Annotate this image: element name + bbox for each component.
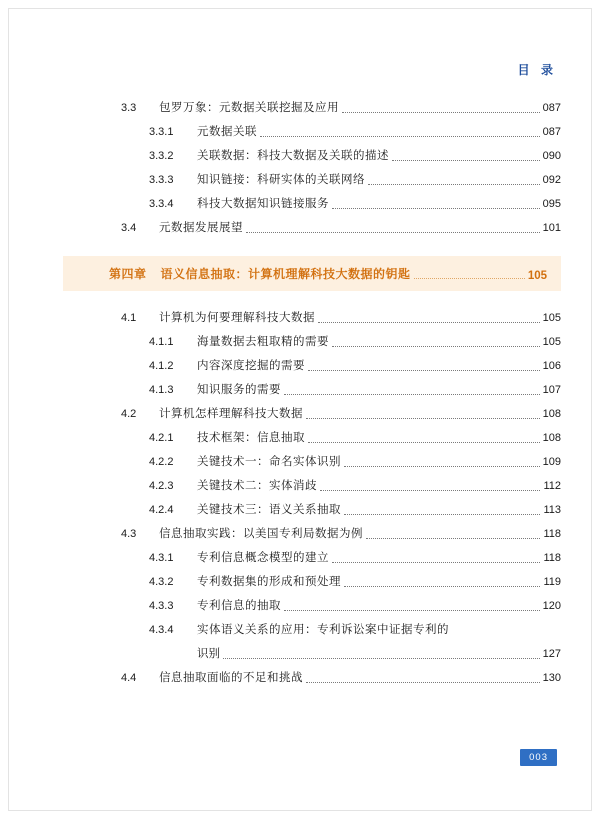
toc-leader-dots [306,409,540,419]
toc-entry-title: 关联数据：科技大数据及关联的描述 [197,150,389,162]
toc-entry[interactable] [39,551,561,566]
toc-entry-number: 3.3.3 [149,174,174,186]
toc-leader-dots [308,433,540,443]
toc-entry-title: 关键技术一：命名实体识别 [197,456,341,468]
toc-entry-number: 4.1.1 [149,336,174,348]
toc-entry-number: 4.3.1 [149,552,174,564]
toc-entry[interactable] [39,503,561,518]
toc-entry[interactable] [39,623,561,662]
toc-entry[interactable] [39,125,561,140]
toc-entry[interactable] [39,221,561,236]
toc-entry[interactable] [39,197,561,212]
toc-leader-dots [320,481,540,491]
toc-leader-dots [366,529,540,539]
toc-entry-title: 专利信息的抽取 [197,600,281,612]
page-number-badge: 003 [520,749,557,766]
toc-entry-number: 4.1.3 [149,384,174,396]
toc-entry[interactable] [39,173,561,188]
toc-entry-page: 127 [542,648,561,660]
toc-leader-dots [332,337,540,347]
toc-entry[interactable] [39,359,561,374]
page-header: 目 录 [517,63,557,77]
toc-entry-title: 专利数据集的形成和预处理 [197,576,341,588]
toc-leader-dots [318,313,540,323]
chapter-title: 语义信息抽取：计算机理解科技大数据的钥匙 [160,267,411,281]
toc-entry-title-continued: 识别 [197,648,220,660]
toc-entry-number: 3.3.2 [149,150,174,162]
toc-entry[interactable] [39,671,561,686]
toc-entry-page: 087 [542,126,561,138]
toc-leader-dots [344,457,540,467]
toc-entry-number: 4.2.4 [149,504,174,516]
toc-entry[interactable] [39,101,561,116]
toc-entry-page: 109 [542,456,561,468]
toc-entry-number: 4.1.2 [149,360,174,372]
toc-entry-page: 095 [542,198,561,210]
toc-entry-title: 知识服务的需要 [197,384,281,396]
toc-entry-page: 108 [542,408,561,420]
toc-entry-page: 118 [543,528,561,540]
toc-entry-title: 内容深度挖掘的需要 [197,360,305,372]
toc-entry[interactable] [39,383,561,398]
toc-entry-title: 专利信息概念模型的建立 [197,552,329,564]
toc-entry-number: 4.2 [121,408,137,420]
toc-entry-title: 元数据发展展望 [159,222,243,234]
toc-entry-number: 4.2.2 [149,456,174,468]
toc-group-4 [39,311,561,686]
toc-entry-page: 087 [542,102,561,114]
toc-entry[interactable] [39,575,561,590]
toc-leader-dots [332,199,540,209]
toc-group-3 [39,101,561,236]
toc-leader-dots [308,361,540,371]
toc-entry-page: 106 [542,360,561,372]
toc-entry-title: 元数据关联 [197,126,257,138]
toc-entry-page: 119 [543,576,561,588]
toc-entry-number: 4.3 [121,528,137,540]
toc-entry-number: 4.4 [121,672,137,684]
toc-entry-title: 海量数据去粗取精的需要 [197,336,329,348]
toc-entry-title: 包罗万象：元数据关联挖掘及应用 [159,102,339,114]
toc-entry-title: 计算机怎样理解科技大数据 [159,408,303,420]
toc-leader-dots [284,385,540,395]
toc-entry[interactable] [39,335,561,350]
toc-entry-number: 4.3.2 [149,576,174,588]
toc-entry[interactable] [39,149,561,164]
toc-leader-dots [344,505,540,515]
toc-entry-page: 108 [542,432,561,444]
toc-leader-dots [344,577,540,587]
toc-entry-number: 3.3.4 [149,198,174,210]
toc-leader-dots [392,151,540,161]
toc-entry-number: 4.3.3 [149,600,174,612]
toc-leader-dots [284,601,540,611]
toc-entry-title-wrap [149,647,561,662]
toc-entry-number: 3.3 [121,102,137,114]
toc-entry-number: 4.1 [121,312,137,324]
toc-entry[interactable] [39,431,561,446]
toc-entry-title: 关键技术三：语义关系抽取 [197,504,341,516]
toc-entry-number: 4.2.1 [149,432,174,444]
toc-chapter-heading[interactable] [63,256,561,291]
document-page [8,8,592,811]
toc-entry[interactable] [39,479,561,494]
toc-entry[interactable] [39,455,561,470]
toc-entry-page: 101 [542,222,561,234]
toc-entry-page: 107 [542,384,561,396]
toc-entry-title: 计算机为何要理解科技大数据 [159,312,315,324]
toc-entry-title: 实体语义关系的应用：专利诉讼案中证据专利的 [197,624,449,636]
toc-entry-title: 技术框架：信息抽取 [197,432,305,444]
toc-leader-dots [260,127,540,137]
toc-entry[interactable] [39,311,561,326]
table-of-contents [9,101,591,695]
toc-leader-dots [414,269,525,279]
toc-entry[interactable] [39,599,561,614]
toc-leader-dots [368,175,540,185]
toc-entry-page: 130 [542,672,561,684]
toc-entry[interactable] [39,407,561,422]
toc-entry-title: 科技大数据知识链接服务 [197,198,329,210]
toc-entry-number: 4.2.3 [149,480,174,492]
toc-entry-page: 105 [542,336,561,348]
toc-entry-title: 关键技术二：实体消歧 [197,480,317,492]
toc-entry-page: 092 [542,174,561,186]
toc-entry-page: 118 [543,552,561,564]
toc-entry-page: 105 [542,312,561,324]
toc-entry-title: 信息抽取面临的不足和挑战 [159,672,303,684]
toc-entry-number: 4.3.4 [149,624,174,636]
toc-entry-page: 120 [542,600,561,612]
chapter-number: 第四章 [109,267,147,281]
toc-entry-number: 3.4 [121,222,137,234]
toc-entry-number: 3.3.1 [149,126,174,138]
toc-entry[interactable] [39,527,561,542]
toc-entry-title: 知识链接：科研实体的关联网络 [197,174,365,186]
chapter-page: 105 [527,270,547,282]
toc-leader-dots [223,649,540,659]
toc-entry-page: 090 [542,150,561,162]
toc-entry-title: 信息抽取实践：以美国专利局数据为例 [159,528,363,540]
toc-leader-dots [246,223,540,233]
toc-leader-dots [306,673,540,683]
toc-entry-page: 112 [543,480,561,492]
toc-leader-dots [342,103,540,113]
toc-entry-page: 113 [543,504,561,516]
toc-leader-dots [332,553,540,563]
